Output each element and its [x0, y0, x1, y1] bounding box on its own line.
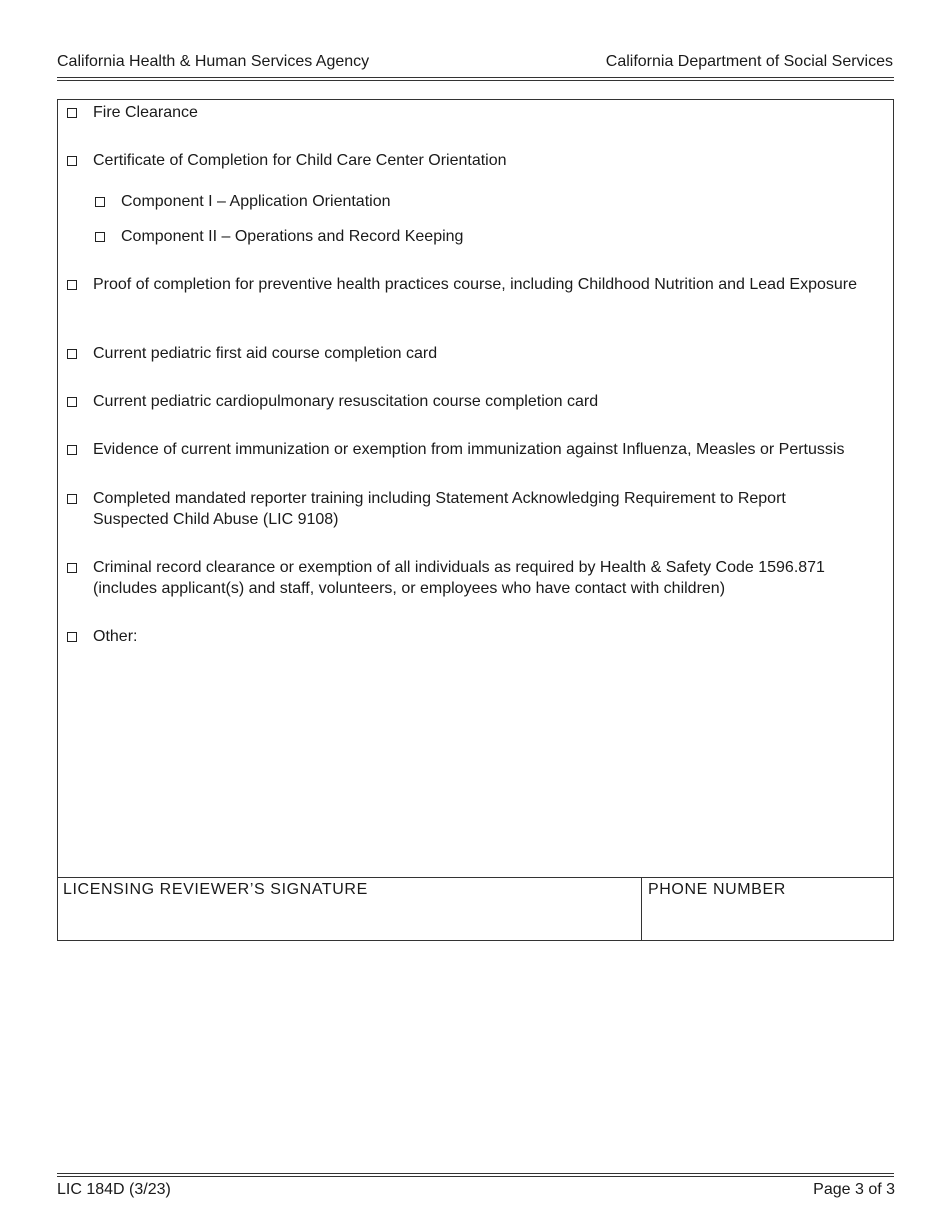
checkbox[interactable] — [67, 397, 77, 407]
checklist-item-label: Criminal record clearance or exemption of all individuals as required by Health & Safety Code 1596.871 (includes applicant(s) and staff, volunteers, or employees who have contact with children) — [93, 559, 825, 597]
page-header — [57, 52, 893, 72]
checklist-item-label: Certificate of Completion for Child Care Center Orientation — [93, 152, 507, 169]
form-id: LIC 184D (3/23) — [57, 1181, 171, 1198]
signature-divider — [641, 878, 642, 941]
checkbox[interactable] — [95, 232, 105, 242]
footer-divider — [57, 1173, 894, 1177]
checkbox[interactable] — [67, 280, 77, 290]
page-footer — [57, 1180, 895, 1200]
checklist-item-label: Fire Clearance — [93, 104, 198, 121]
checkbox[interactable] — [67, 349, 77, 359]
agency-name: California Health & Human Services Agency — [57, 53, 370, 70]
page-number: Page 3 of 3 — [813, 1181, 895, 1198]
header-divider — [57, 77, 894, 81]
checklist-box — [57, 99, 894, 941]
checkbox[interactable] — [67, 108, 77, 118]
signature-row — [57, 877, 894, 941]
reviewer-signature-label: LICENSING REVIEWER’S SIGNATURE — [63, 881, 368, 898]
checklist-item-label: Completed mandated reporter training including Statement Acknowledging Requirement to Report Suspected Child Abuse (LIC 9108) — [93, 490, 786, 528]
checklist-item-label: Evidence of current immunization or exemption from immunization against Influenza, Measles or Pertussis — [93, 441, 845, 458]
checklist-item-label: Proof of completion for preventive health practices course, including Childhood Nutrition and Lead Exposure — [93, 276, 857, 293]
checkbox[interactable] — [67, 563, 77, 573]
checklist-item-label: Current pediatric first aid course completion card — [93, 345, 438, 362]
department-name: California Department of Social Services — [605, 53, 893, 70]
checklist-item-label: Other: — [93, 628, 138, 645]
checkbox[interactable] — [67, 632, 77, 642]
checklist-item-label: Component I – Application Orientation — [121, 193, 391, 210]
checkbox[interactable] — [67, 156, 77, 166]
checkbox[interactable] — [67, 445, 77, 455]
phone-number-label: PHONE NUMBER — [648, 881, 786, 898]
checklist-item-label: Component II – Operations and Record Keeping — [121, 228, 464, 245]
checklist-item-label: Current pediatric cardiopulmonary resuscitation course completion card — [93, 393, 599, 410]
checkbox[interactable] — [95, 197, 105, 207]
checkbox[interactable] — [67, 494, 77, 504]
